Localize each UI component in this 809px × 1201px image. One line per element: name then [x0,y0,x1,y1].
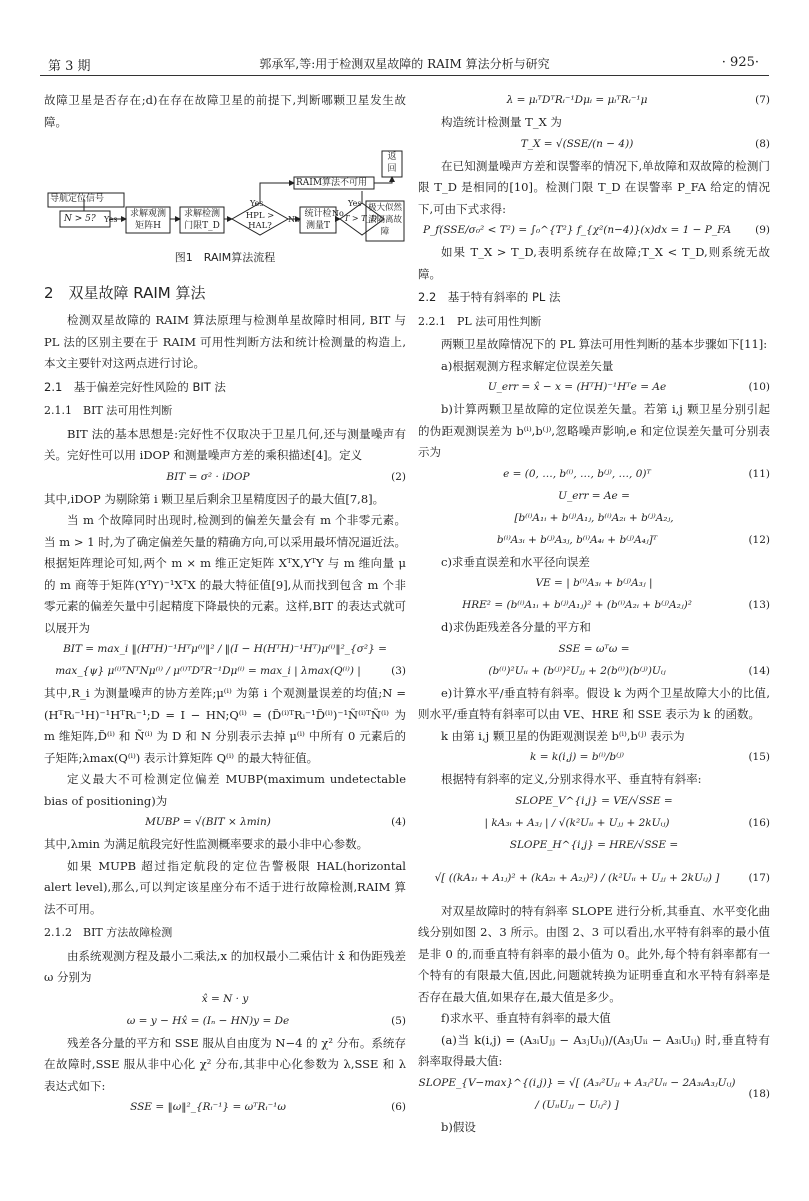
equation-2-body: BIT = σ² · iDOP [166,470,250,483]
r-paragraph-6: 对双星故障时的特有斜率 SLOPE 进行分析,其垂直、水平变化曲线分别如图 2、3 所示。由图 2、3 可以看出,水平特有斜率的最小值是非 0 的,而垂直特有斜率的最小值为 0。此外,每个特有斜率都有一个特有的有限最大值,因此,问题就转换为证明垂直和水平特有斜率是否存在最大值,如果存在,最大值是多少。 [418,903,770,1004]
section-2-2-1-title: 2.2.1 PL 法可用性判断 [418,314,542,328]
fig-no2: No [332,209,344,218]
equation-8-number: (8) [755,137,770,150]
equation-16a-body: SLOPE_V^{i,j} = VE/√SSE = [515,794,673,807]
r-paragraph-1: 在已知测量噪声方差和误警率的情况下,单故障和双故障的检测门限 T_D 是相同的[10]。检测门限 T_D 在误警率 P_FA 给定的情况下,可由下式求得: [418,158,770,216]
equation-5a-body: x̂ = N · y [201,992,249,1005]
equation-15-number: (15) [748,751,770,764]
equation-17a-body: SLOPE_H^{i,j} = HRE/√SSE = [509,838,679,851]
s211-paragraph-3: 当 m 个故障同时出现时,检测到的偏差矢量会有 m 个非零元素。当 m > 1 时,为了确定偏差矢量的精确方向,可以采用最坏情况逼近法。根据矩阵理论可知,两个 m × m 维正定矩阵 XᵀX,YᵀY 与 m 维向量 μ 的 m 商等于矩阵(YᵀY)⁻¹XᵀX 的最大特征值[9],从而找到包含 m 个非零元素的偏差矢量中引起精度下降最快的元素。这样,BIT 的表达式就可以展开为 [44,513,406,635]
equation-15 [418,747,770,769]
s211-paragraph-1: BIT 法的基本思想是:完好性不仅取决于卫星几何,还与测量噪声有关。完好性可以用 iDOP 和测量噪声方差的乘积描述[4]。定义 [44,426,406,462]
equation-12c-body: b⁽ⁱ⁾A₃ᵢ + b⁽ʲ⁾A₃ⱼ, b⁽ⁱ⁾A₄ᵢ + b⁽ʲ⁾A₄ⱼ]ᵀ [496,533,658,546]
equation-5-number: (5) [391,1014,406,1027]
equation-7-body: λ = μᵢᵀDᵀRᵢ⁻¹Dμᵢ = μᵢᵀRᵢ⁻¹μ [506,94,648,107]
step-f-a: (a)当 k(i,j) = (A₃ᵢUⱼⱼ − A₃ⱼUᵢⱼ)/(A₃ⱼUᵢᵢ − A₃ᵢUᵢⱼ) 时,垂直特有斜率取得最大值: [418,1032,770,1068]
stat-intro: 构造统计检测量 T_X 为 [441,115,562,129]
equation-7-number: (7) [755,94,770,107]
section-2-title: 2 双星故障 RAIM 算法 [44,283,206,302]
step-d: d)求伪距残差各分量的平方和 [441,620,591,634]
intro-paragraph: 故障卫星是否存在;d)在存在故障卫星的前提下,判断哪颗卫星发生故障。 [44,93,406,129]
section-2-1-2-title: 2.1.2 BIT 方法故障检测 [44,926,173,939]
equation-9-number: (9) [755,224,770,237]
fig-yes1: Yes [104,215,118,224]
equation-13-number: (13) [748,599,770,612]
equation-10-number: (10) [748,381,770,394]
equation-17-line-1 [418,835,770,857]
fig-return: 返回 [387,152,397,174]
equation-18-body: SLOPE_{V−max}^{(i,j)} = √[ (A₃ᵢ²Uⱼⱼ + A₃ⱼ²Uᵢᵢ − 2A₃ᵢA₃ⱼUᵢⱼ) / (UᵢᵢUⱼⱼ − Uᵢⱼ²) ] [418,1077,736,1111]
raim-flowchart [44,133,406,243]
equation-14b-body: (b⁽ⁱ⁾)²Uᵢᵢ + (b⁽ʲ⁾)²Uⱼⱼ + 2(b⁽ⁱ⁾)(b⁽ʲ⁾)Uᵢⱼ [488,664,666,677]
equation-15-body: k = k(i,j) = b⁽ⁱ⁾/b⁽ʲ⁾ [530,751,624,764]
fig-hpl: HPL > HAL? [245,211,275,231]
equation-9-body: P_f(SSE/σ₀² < T²) = ∫₀^{T²} f_{χ²(n−4)}(x)dx = 1 − P_FA [422,224,732,237]
s211-paragraph-6: 其中,λmin 为满足航段完好性监测概率要求的最小非中心参数。 [44,837,369,851]
equation-13-line-2 [418,595,770,617]
equation-17-number: (17) [748,871,770,884]
s212-paragraph-2: 残差各分量的平方和 SSE 服从自由度为 N−4 的 χ² 分布。系统存在故障时,SSE 服从非中心化 χ² 分布,其非中心化参数为 λ,SSE 和 λ 表达式如下: [44,1035,406,1093]
step-e: e)计算水平/垂直特有斜率。假设 k 为两个卫星故障大小的比值,则水平/垂直特有斜率可以由 VE、HRE 和 SSE 表示为 k 的函数。 [418,685,770,721]
section-2-1-1-title: 2.1.1 BIT 法可用性判断 [44,404,173,417]
section-2-1-title: 2.1 基于偏差完好性风险的 BIT 法 [44,379,226,394]
right-column [418,90,770,1138]
equation-12-line-2 [418,508,770,530]
fig-yes2: Yes [250,199,264,208]
equation-4-body: MUBP = √(BIT × λmin) [145,816,271,829]
equation-11-number: (11) [748,467,770,480]
left-column [44,90,406,1119]
equation-4-number: (4) [391,816,406,829]
equation-2 [44,467,406,489]
r-paragraph-3: 两颗卫星故障情况下的 PL 算法可用性判断的基本步骤如下[11]: [441,337,768,351]
equation-13a-body: VE = | b⁽ⁱ⁾A₃ᵢ + b⁽ʲ⁾A₃ⱼ | [535,577,653,590]
step-f: f)求水平、垂直特有斜率的最大值 [441,1011,611,1025]
fig-no1: No [288,215,300,224]
equation-10-body: U_err = x̂ − x = (HᵀH)⁻¹Hᵀe = Ae [487,381,667,394]
equation-13-line-1 [418,573,770,595]
header-rule [40,75,769,76]
fig-solve-td: 求解检测门限T_D [183,209,220,231]
equation-9 [418,220,770,242]
equation-4 [44,812,406,834]
fig-nav-signal: 导航定位信号 [50,194,105,204]
equation-17b-body: √[ ((kA₁ᵢ + A₁ⱼ)² + (kA₂ᵢ + A₂ⱼ)²) / (k²Uᵢᵢ + Uⱼⱼ + 2kUᵢⱼ) ] [434,871,720,884]
equation-14-line-2 [418,661,770,683]
equation-6 [44,1097,406,1119]
equation-3-number: (3) [391,665,406,678]
fig-stat: 统计检测量T [304,209,332,231]
equation-3b-body: max_{ψ} μ⁽ⁱ⁾ᵀNᵀNμ⁽ⁱ⁾ / μ⁽ⁱ⁾ᵀDᵀR⁻¹Dμ⁽ⁱ⁾ = max_i | λmax(Q⁽ⁱ⁾) | [55,665,361,678]
fig-t-td: T > T_D [344,214,377,223]
equation-10 [418,377,770,399]
equation-13b-body: HRE² = (b⁽ⁱ⁾A₁ᵢ + b⁽ʲ⁾A₁ⱼ)² + (b⁽ⁱ⁾A₂ᵢ + b⁽ʲ⁾A₂ⱼ)² [462,599,692,612]
s211-paragraph-4: 其中,R_i 为测量噪声的协方差阵;μ⁽ⁱ⁾ 为第 i 个观测量误差的均值;N = (HᵀRᵢ⁻¹H)⁻¹HᵀRᵢ⁻¹;D = I − HN;Q⁽ⁱ⁾ = (D̃⁽ⁱ⁾ᵀRᵢ⁻¹D̃⁽ⁱ⁾)⁻¹Ñ⁽ⁱ⁾ᵀÑ⁽ⁱ⁾ 为 m 维矩阵,D̃⁽ⁱ⁾ 和 Ñ⁽ⁱ⁾ 为 D 和 N 分别表示去掉 μ⁽ⁱ⁾ 中所有 0 元素后的子矩阵;λmax(Q⁽ⁱ⁾) 表示计算矩阵 Q⁽ⁱ⁾ 的最大特征值。 [44,686,406,765]
fig-mle: 极大似然法隔离故障 [368,203,403,237]
equation-3-line-1 [44,639,406,661]
equation-8-body: T_X = √(SSE/(n − 4)) [520,137,634,150]
step-a: a)根据观测方程求解定位误差矢量 [441,358,614,373]
equation-18 [418,1073,770,1117]
equation-6-number: (6) [391,1101,406,1114]
equation-14-number: (14) [748,664,770,677]
equation-12-line-3 [418,530,770,552]
step-b: b)计算两颗卫星故障的定位误差矢量。若第 i,j 颗卫星分别引起的伪距观测误差为 b⁽ⁱ⁾,b⁽ʲ⁾,忽略噪声影响,e 和定位误差矢量可分别表示为 [418,402,770,459]
page-header [0,0,809,72]
step-c: c)求垂直误差和水平径向误差 [441,554,590,569]
fig-raim-na: RAIM算法不可用 [296,178,368,188]
equation-16-number: (16) [748,816,770,829]
r-paragraph-5: 根据特有斜率的定义,分别求得水平、垂直特有斜率: [441,772,702,786]
equation-11 [418,464,770,486]
s211-paragraph-5: 定义最大不可检测定位偏差 MUBP(maximum undetectable bias of positioning)为 [44,772,406,808]
equation-14a-body: SSE = ωᵀω = [558,642,630,655]
equation-3-line-2 [44,661,406,683]
equation-2-number: (2) [391,470,406,483]
fig-solve-matrix: 求解观测矩阵H [129,209,166,231]
equation-12-number: (12) [748,533,770,546]
figure-caption: 图1 RAIM算法流程 [174,251,276,264]
equation-6-body: SSE = ‖ω‖²_{Rᵢ⁻¹} = ωᵀRᵢ⁻¹ω [130,1101,286,1114]
r-paragraph-2: 如果 T_X > T_D,表明系统存在故障;T_X < T_D,则系统无故障。 [418,245,770,281]
s212-paragraph-1: 由系统观测方程及最小二乘法,x 的加权最小二乘估计 x̂ 和伪距残差 ω 分别为 [44,948,406,984]
section-2-2-title: 2.2 基于特有斜率的 PL 法 [418,290,561,304]
equation-14-line-1 [418,639,770,661]
equation-3a-body: BIT = max_i ‖(HᵀH)⁻¹Hᵀμ⁽ⁱ⁾‖² / ‖(I − H(HᵀH)⁻¹Hᵀ)μ⁽ⁱ⁾‖²_{σ²} = [63,643,387,656]
page-number: · 925· [721,55,759,70]
equation-12a-body: U_err = Ae = [558,489,630,502]
equation-16-line-2 [418,813,770,835]
equation-16-line-1 [418,791,770,813]
fig-n5: N > 5? [64,214,96,224]
s211-paragraph-7: 如果 MUPB 超过指定航段的定位告警极限 HAL(horizontal alert level),那么,可以判定该星座分布不适于进行故障检测,RAIM 算法不可用。 [44,858,406,916]
equation-5-line-1 [44,989,406,1011]
equation-7 [418,90,770,112]
s211-paragraph-2: 其中,iDOP 为剔除第 i 颗卫星后剩余卫星精度因子的最大值[7,8]。 [44,491,385,506]
equation-17-line-2 [418,857,770,901]
equation-12b-body: [b⁽ⁱ⁾A₁ᵢ + b⁽ʲ⁾A₁ⱼ, b⁽ⁱ⁾A₂ᵢ + b⁽ʲ⁾A₂ⱼ, [514,511,674,524]
equation-5-line-2 [44,1011,406,1033]
equation-12-line-1 [418,486,770,508]
fig-yes3: Yes [348,199,362,208]
issue-label: 第 3 期 [48,59,91,74]
equation-16b-body: | kA₃ᵢ + A₃ⱼ | / √(k²Uᵢᵢ + Uⱼⱼ + 2kUᵢⱼ) [484,816,670,829]
step-f-b: b)假设 [441,1119,476,1134]
running-title: 郭承军,等:用于检测双星故障的 RAIM 算法分析与研究 [259,57,550,71]
r-paragraph-4: k 由第 i,j 颗卫星的伪距观测误差 b⁽ⁱ⁾,b⁽ʲ⁾ 表示为 [441,728,685,743]
equation-5b-body: ω = y − Hx̂ = (Iₙ − HN)y = De [126,1014,290,1027]
equation-8 [418,134,770,156]
equation-11-body: e = (0, …, b⁽ⁱ⁾, …, b⁽ʲ⁾, …, 0)ᵀ [503,467,651,480]
s2-paragraph: 检测双星故障的 RAIM 算法原理与检测单星故障时相同, BIT 与 PL 法的区别主要在于 RAIM 可用性判断方法和统计检测量的构造上,本文主要针对这两点进行讨论。 [44,313,406,370]
equation-18-number: (18) [748,1087,770,1100]
